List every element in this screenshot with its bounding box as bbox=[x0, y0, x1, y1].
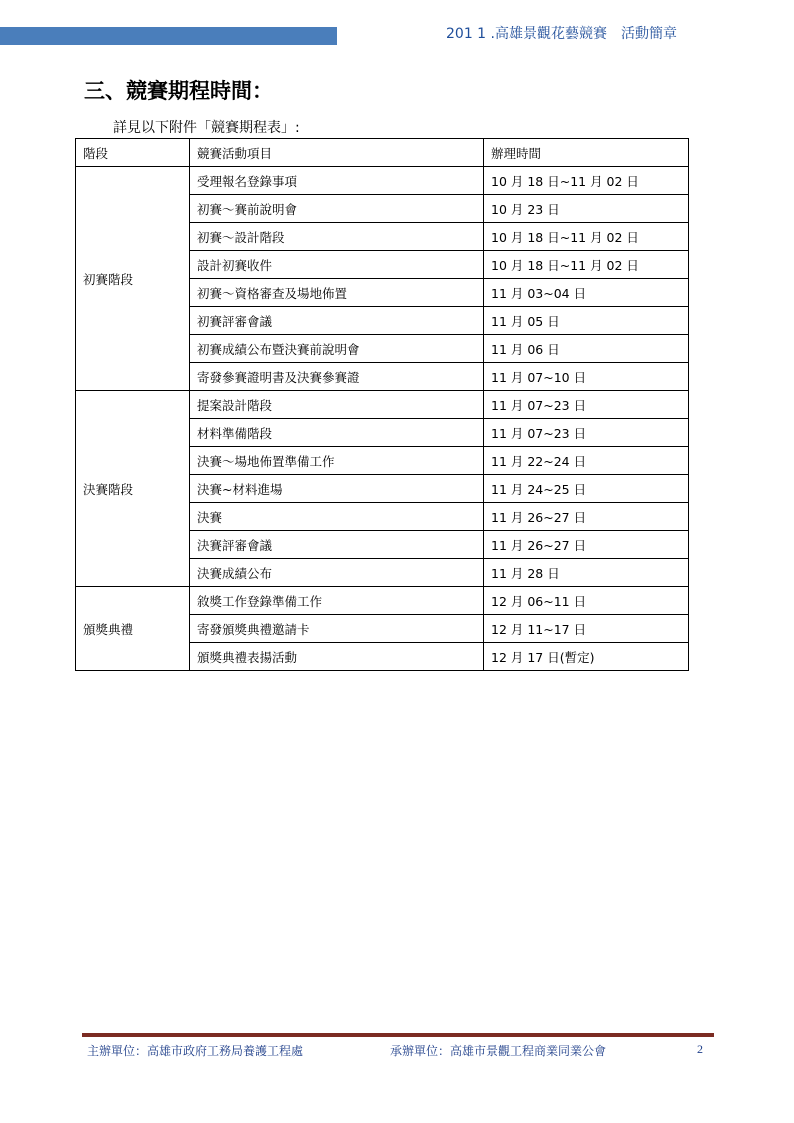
section-intro: 詳見以下附件「競賽期程表」: bbox=[113, 120, 300, 136]
activity-item-cell: 初賽評審會議 bbox=[190, 307, 484, 335]
footer-contractor: 承辦單位：高雄市景觀工程商業同業公會 bbox=[390, 1044, 607, 1058]
schedule-time-cell: 10 月 18 日~11 月 02 日 bbox=[484, 223, 689, 251]
activity-item-cell: 寄發頒獎典禮邀請卡 bbox=[190, 615, 484, 643]
activity-item-cell: 初賽～資格審查及場地佈置 bbox=[190, 279, 484, 307]
page-number: 2 bbox=[697, 1042, 703, 1056]
activity-item-cell: 初賽成績公布暨決賽前說明會 bbox=[190, 335, 484, 363]
schedule-time-cell: 12 月 11~17 日 bbox=[484, 615, 689, 643]
header-accent-bar bbox=[0, 27, 337, 45]
table-row bbox=[76, 167, 689, 195]
schedule-table bbox=[75, 138, 689, 671]
table-row bbox=[76, 587, 689, 615]
activity-item-cell: 頒獎典禮表揚活動 bbox=[190, 643, 484, 671]
schedule-time-cell: 11 月 06 日 bbox=[484, 335, 689, 363]
schedule-time-cell: 11 月 26~27 日 bbox=[484, 503, 689, 531]
activity-item-cell: 初賽～設計階段 bbox=[190, 223, 484, 251]
activity-item-cell: 寄發參賽證明書及決賽參賽證 bbox=[190, 363, 484, 391]
schedule-time-cell: 12 月 17 日(暫定) bbox=[484, 643, 689, 671]
header-title: 201 1 .高雄景觀花藝競賽 活動簡章 bbox=[446, 26, 677, 42]
schedule-time-cell: 11 月 07~23 日 bbox=[484, 419, 689, 447]
column-header-stage: 階段 bbox=[76, 139, 190, 167]
stage-cell: 頒獎典禮 bbox=[76, 587, 190, 671]
activity-item-cell: 設計初賽收件 bbox=[190, 251, 484, 279]
schedule-time-cell: 11 月 07~10 日 bbox=[484, 363, 689, 391]
stage-cell: 決賽階段 bbox=[76, 391, 190, 587]
activity-item-cell: 決賽成績公布 bbox=[190, 559, 484, 587]
schedule-table-body bbox=[76, 167, 689, 671]
activity-item-cell: 決賽 bbox=[190, 503, 484, 531]
schedule-time-cell: 11 月 22~24 日 bbox=[484, 447, 689, 475]
footer-divider bbox=[82, 1033, 714, 1037]
activity-item-cell: 敘獎工作登錄準備工作 bbox=[190, 587, 484, 615]
column-header-time: 辦理時間 bbox=[484, 139, 689, 167]
section-title: 三、競賽期程時間： bbox=[84, 79, 273, 103]
activity-item-cell: 決賽～場地佈置準備工作 bbox=[190, 447, 484, 475]
footer-organizer: 主辦單位：高雄市政府工務局養護工程處 bbox=[87, 1044, 304, 1058]
schedule-time-cell: 10 月 18 日~11 月 02 日 bbox=[484, 167, 689, 195]
schedule-time-cell: 12 月 06~11 日 bbox=[484, 587, 689, 615]
schedule-time-cell: 11 月 03~04 日 bbox=[484, 279, 689, 307]
schedule-time-cell: 11 月 07~23 日 bbox=[484, 391, 689, 419]
schedule-time-cell: 10 月 18 日~11 月 02 日 bbox=[484, 251, 689, 279]
schedule-time-cell: 11 月 28 日 bbox=[484, 559, 689, 587]
column-header-item: 競賽活動項目 bbox=[190, 139, 484, 167]
table-header-row bbox=[76, 139, 689, 167]
activity-item-cell: 初賽～賽前說明會 bbox=[190, 195, 484, 223]
activity-item-cell: 決賽~材料進場 bbox=[190, 475, 484, 503]
stage-cell: 初賽階段 bbox=[76, 167, 190, 391]
activity-item-cell: 提案設計階段 bbox=[190, 391, 484, 419]
schedule-time-cell: 11 月 05 日 bbox=[484, 307, 689, 335]
activity-item-cell: 決賽評審會議 bbox=[190, 531, 484, 559]
schedule-time-cell: 11 月 26~27 日 bbox=[484, 531, 689, 559]
schedule-time-cell: 11 月 24~25 日 bbox=[484, 475, 689, 503]
table-row bbox=[76, 391, 689, 419]
activity-item-cell: 受理報名登錄事項 bbox=[190, 167, 484, 195]
activity-item-cell: 材料準備階段 bbox=[190, 419, 484, 447]
schedule-time-cell: 10 月 23 日 bbox=[484, 195, 689, 223]
